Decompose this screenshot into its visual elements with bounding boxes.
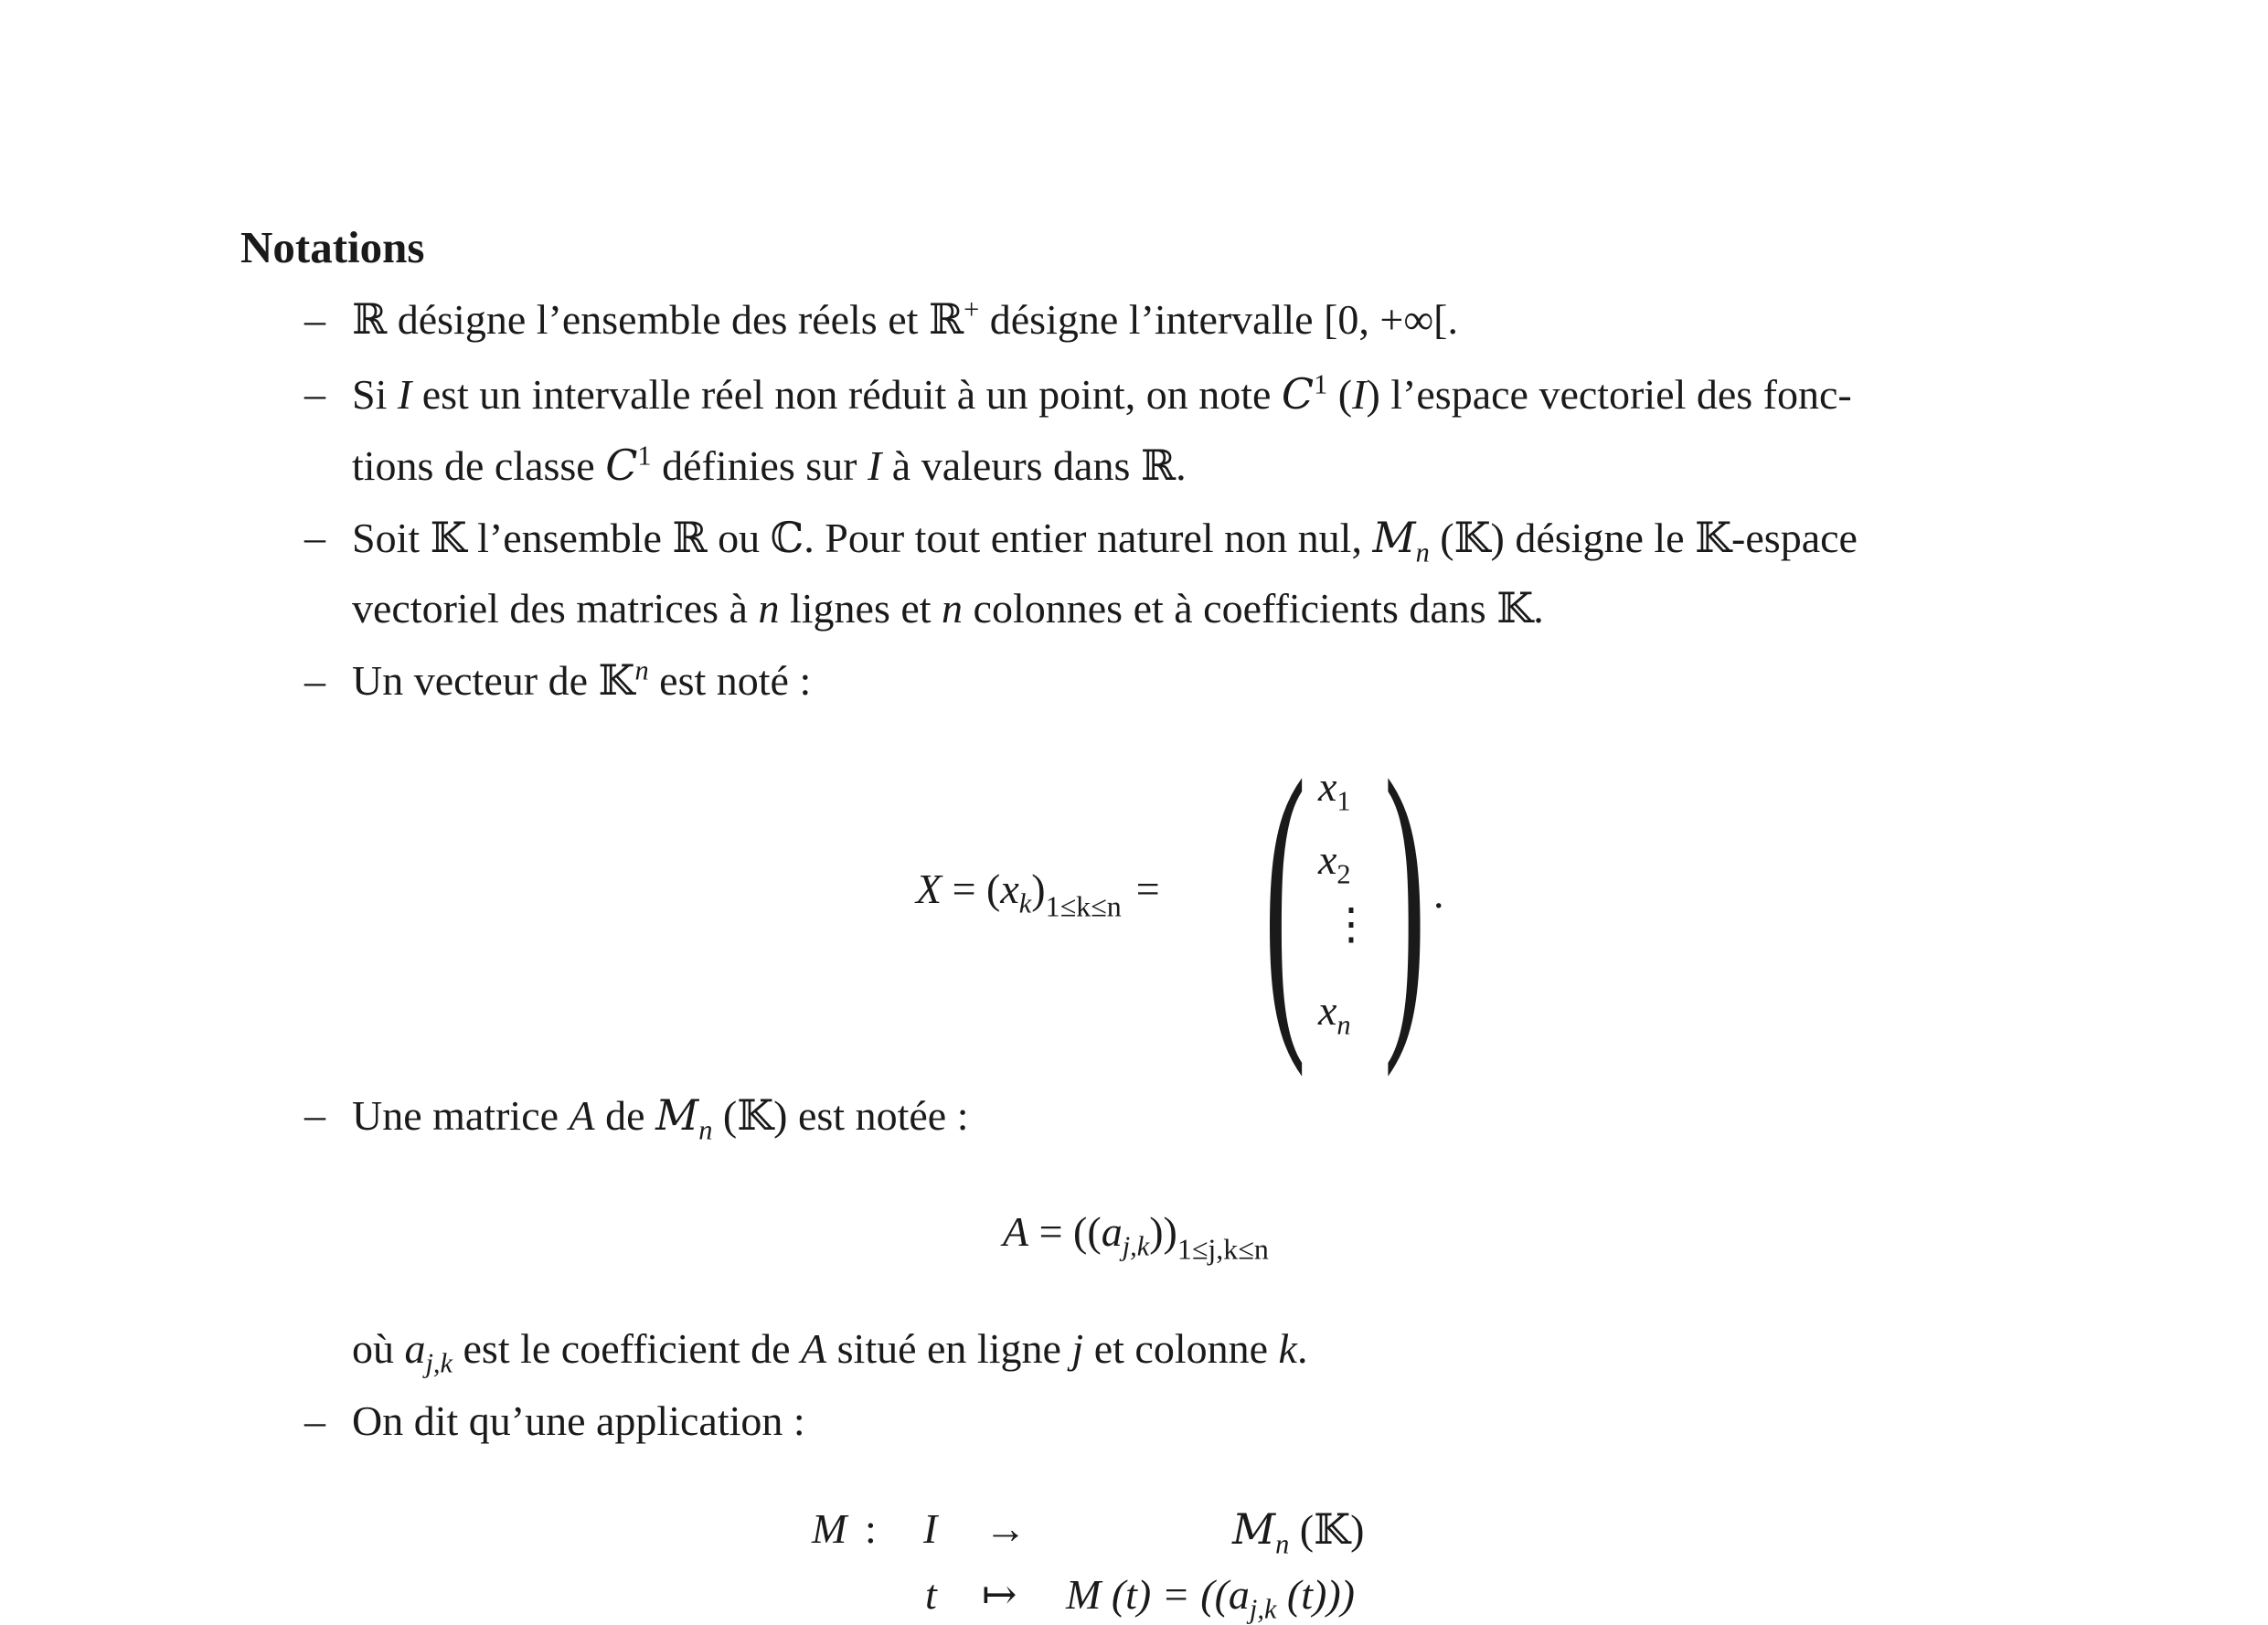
math-var: x (1318, 987, 1337, 1034)
right-paren: ) (1384, 713, 1426, 1078)
item-text: est noté : (648, 657, 812, 704)
subscript: 1 (1336, 785, 1351, 817)
bullet-marker: – (304, 370, 325, 417)
bullet-marker: – (304, 514, 325, 560)
left-paren: ( (1264, 713, 1306, 1078)
list-item-continuation (352, 585, 1544, 632)
math-var: I (397, 371, 412, 418)
math-var: A (569, 1092, 595, 1139)
math-var: X (916, 866, 942, 912)
math-expr: M (t) = ((a (1066, 1571, 1250, 1618)
item-text: (𝕂) est notée : (712, 1092, 969, 1139)
math-var: x (1318, 836, 1337, 883)
math-op: = (1135, 866, 1160, 912)
math-op: )) (1149, 1208, 1177, 1255)
item-text: colonnes et à coefficients dans 𝕂. (963, 585, 1544, 632)
vector-entry (1318, 987, 1351, 1041)
list-item: On dit qu’une application : (352, 1397, 805, 1444)
item-text: définies sur (651, 442, 868, 489)
math-var: M (812, 1505, 847, 1552)
item-text: ) l’espace vectoriel des fonc- (1366, 371, 1852, 418)
list-item (352, 654, 812, 704)
subscript-range: 1≤j,k≤n (1177, 1232, 1269, 1266)
math-script-c: C (605, 441, 638, 490)
item-text: (𝕂) désigne le 𝕂-espace (1429, 515, 1858, 561)
item-text: situé en ligne (826, 1325, 1072, 1372)
math-op: : (865, 1505, 877, 1552)
superscript: n (634, 654, 649, 686)
equation-vector-lhs (916, 866, 1160, 923)
math-var: t (925, 1571, 937, 1618)
subscript: j,k (1249, 1593, 1277, 1625)
vertical-dots: ⋮ (1329, 900, 1373, 949)
math-var: n (758, 585, 780, 632)
superscript: 1 (1314, 368, 1328, 400)
bullet-marker: – (304, 296, 325, 343)
math-script-m: M (1232, 1504, 1276, 1554)
math-var: k (1278, 1325, 1297, 1372)
equation-matrix (1003, 1208, 1269, 1266)
math-var: I (923, 1505, 938, 1552)
item-text: ( (1327, 371, 1353, 418)
math-mapsto: ↦ (982, 1571, 1017, 1618)
subscript: 2 (1336, 858, 1351, 890)
math-var: A (1003, 1208, 1029, 1255)
codomain (1232, 1504, 1365, 1560)
item-text: Si (352, 371, 398, 418)
item-text: de (594, 1092, 656, 1139)
math-script-c: C (1281, 369, 1315, 419)
item-text: et colonne (1083, 1325, 1279, 1372)
equation-period: . (1433, 870, 1444, 917)
math-var: a (1101, 1208, 1123, 1255)
paragraph (352, 1325, 1308, 1379)
math-op: ) (1031, 866, 1046, 912)
bullet-marker: – (304, 1397, 325, 1444)
math-op: = ( (942, 866, 1001, 912)
item-text: est un intervalle réel non réduit à un point, on note (411, 371, 1282, 418)
subscript-range: 1≤k≤n (1045, 889, 1122, 923)
image-expression (1066, 1571, 1355, 1625)
list-item (352, 513, 1858, 568)
list-item (352, 293, 1458, 343)
section-title: Notations (240, 222, 425, 272)
item-text: est le coefficient de (453, 1325, 802, 1372)
list-item (352, 368, 1852, 419)
math-var: a (404, 1325, 426, 1372)
math-op: (𝕂) (1289, 1506, 1365, 1553)
item-text: lignes et (779, 585, 942, 632)
math-var: I (1352, 371, 1367, 418)
superscript: 1 (637, 440, 652, 472)
bullet-marker: – (304, 1091, 325, 1138)
item-text: Un vecteur de 𝕂 (352, 657, 635, 704)
subscript: k (1018, 887, 1032, 919)
math-var: n (942, 585, 964, 632)
math-expr: (t))) (1276, 1571, 1355, 1618)
item-text: à valeurs dans ℝ. (881, 442, 1187, 489)
subscript: j,k (1122, 1230, 1150, 1262)
math-script-m: M (1372, 513, 1416, 562)
item-text: désigne l’intervalle [0, +∞[. (979, 296, 1458, 343)
subscript: j,k (425, 1347, 453, 1379)
item-text: . (1296, 1325, 1308, 1372)
math-var: x (1318, 763, 1337, 810)
vector-entry (1318, 763, 1351, 817)
list-item-continuation (352, 440, 1187, 490)
math-var: j (1071, 1325, 1084, 1372)
math-arrow: → (985, 1505, 1027, 1552)
math-op: = (( (1028, 1208, 1102, 1255)
item-text: tions de classe (352, 442, 606, 489)
item-text: vectoriel des matrices à (352, 585, 759, 632)
item-text: ℝ désigne l’ensemble des réels et ℝ (352, 296, 964, 343)
subscript: n (698, 1114, 713, 1146)
math-var: I (867, 442, 882, 489)
subscript: n (1336, 1009, 1351, 1041)
subscript: n (1415, 536, 1430, 568)
item-text: où (352, 1325, 405, 1372)
subscript: n (1275, 1528, 1290, 1560)
superscript: + (964, 293, 980, 325)
math-var: A (801, 1325, 827, 1372)
vector-entry (1318, 836, 1351, 890)
math-var: x (1000, 866, 1019, 912)
bullet-marker: – (304, 657, 325, 704)
item-text: Soit 𝕂 l’ensemble ℝ ou ℂ. Pour tout entier naturel non nul, (352, 515, 1373, 561)
math-script-m: M (655, 1090, 699, 1140)
list-item (352, 1090, 969, 1146)
item-text: Une matrice (352, 1092, 570, 1139)
